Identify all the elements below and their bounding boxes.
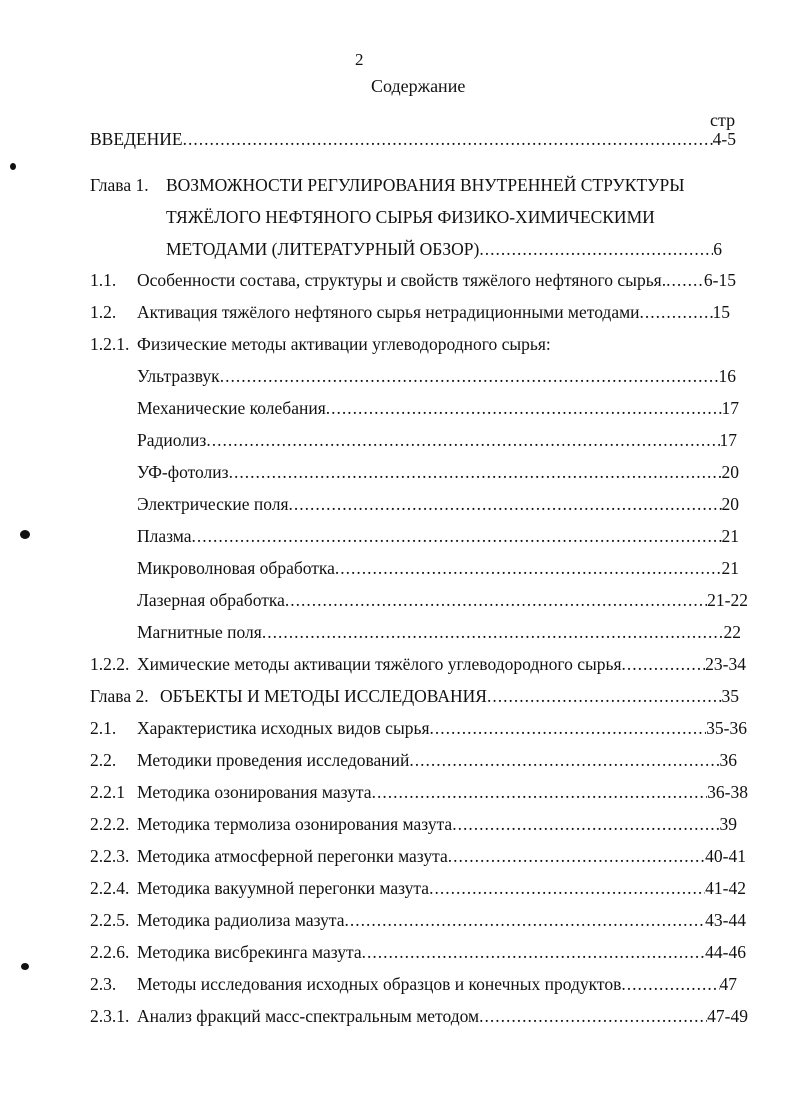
dot-leader: [262, 621, 724, 643]
toc-entry-page: 21-22: [707, 590, 748, 610]
toc-entry-text: Лазерная обработка: [137, 590, 285, 610]
toc-entry-number: 2.3.: [90, 974, 117, 994]
toc-entry-page: 4-5: [712, 129, 736, 149]
dot-leader: [452, 813, 719, 835]
toc-entry: [137, 973, 737, 995]
toc-entry: [137, 525, 739, 547]
toc-entry: [137, 749, 737, 771]
toc-entry-text: Физические методы активации углеводородного сырья:: [137, 334, 551, 354]
toc-entry-text: Методика атмосферной перегонки мазута: [137, 846, 448, 866]
toc-entry-text: УФ-фотолиз: [137, 462, 229, 482]
toc-entry-page: 43-44: [705, 910, 746, 930]
toc-entry-page: 47-49: [707, 1006, 748, 1026]
toc-entry-text: Магнитные поля: [137, 622, 262, 642]
toc-entry-page: 36-38: [707, 782, 748, 802]
toc-entry: [160, 685, 739, 707]
toc-entry-number: 2.2.1: [90, 782, 125, 802]
toc-entry-number: 1.2.: [90, 302, 117, 322]
toc-entry-page: 35-36: [706, 718, 747, 738]
toc-entry: [137, 1005, 748, 1027]
dot-leader: [448, 845, 705, 867]
toc-entry-number: 1.2.2.: [90, 654, 130, 674]
dot-leader: [220, 365, 719, 387]
toc-entry: [137, 493, 739, 515]
toc-entry-page: 16: [718, 366, 736, 386]
toc-entry-page: 23-34: [705, 654, 746, 674]
toc-entry-text: Анализ фракций масс-спектральным методом: [137, 1006, 480, 1026]
toc-entry: [137, 461, 739, 483]
chapter-1-title-line-2: ТЯЖЁЛОГО НЕФТЯНОГО СЫРЬЯ ФИЗИКО-ХИМИЧЕСКИМИ: [166, 207, 655, 227]
toc-entry: [137, 717, 747, 739]
toc-entry: [137, 909, 746, 931]
toc-entry: [137, 813, 737, 835]
dot-leader: [640, 301, 713, 323]
scan-speck: [10, 163, 16, 170]
dot-leader: [326, 397, 722, 419]
toc-entry: [137, 621, 741, 643]
toc-entry-number: 2.2.6.: [90, 942, 130, 962]
toc-entry-text: Методы исследования исходных образцов и конечных продуктов: [137, 974, 622, 994]
chapter-1-number: Глава 1.: [90, 175, 149, 195]
toc-entry-text: ОБЪЕКТЫ И МЕТОДЫ ИССЛЕДОВАНИЯ: [160, 686, 487, 706]
scan-speck: [21, 963, 29, 970]
toc-entry-number: 1.1.: [90, 270, 117, 290]
toc-entry-text: Химические методы активации тяжёлого углеводородного сырья: [137, 654, 622, 674]
toc-entry-text: Ультразвук: [137, 366, 220, 386]
toc-entry-page: 15: [712, 302, 730, 322]
toc-entry: [137, 653, 746, 675]
toc-entry-page: 17: [721, 398, 739, 418]
toc-entry: [137, 557, 739, 579]
dot-leader: [622, 653, 706, 675]
toc-entry: [137, 269, 736, 291]
toc-entry-number: 2.2.3.: [90, 846, 130, 866]
toc-entry-text: Особенности состава, структуры и свойств тяжёлого нефтяного сырья.: [137, 270, 667, 290]
toc-entry-text: Методика висбрекинга мазута: [137, 942, 362, 962]
toc-entry-page: 20: [721, 494, 739, 514]
toc-entry-text: Характеристика исходных видов сырья: [137, 718, 430, 738]
dot-leader: [621, 973, 719, 995]
toc-entry: [137, 301, 730, 323]
toc-entry-page: 6-15: [703, 270, 736, 290]
dot-leader: [285, 589, 707, 611]
toc-entry-text: Микроволновая обработка: [137, 558, 335, 578]
dot-leader: [487, 685, 722, 707]
toc-entry-page: 40-41: [705, 846, 746, 866]
dot-leader: [183, 128, 713, 150]
toc-entry-page: 20: [721, 462, 739, 482]
toc-entry: [137, 429, 737, 451]
toc-entry-number: 1.2.1.: [90, 334, 130, 354]
toc-entry: [137, 845, 746, 867]
toc-entry: [137, 877, 746, 899]
toc-entry-text: Методика термолиза озонирования мазута: [137, 814, 453, 834]
toc-entry-text: Электрические поля: [137, 494, 289, 514]
toc-entry-number: Глава 2.: [90, 686, 149, 706]
toc-entry-number: 2.3.1.: [90, 1006, 130, 1026]
toc-entry-page: 44-46: [705, 942, 746, 962]
toc-entry: [137, 333, 551, 355]
toc-entry-text: Методики проведения исследований: [137, 750, 410, 770]
toc-entry: [137, 941, 746, 963]
toc-entry-page: 36: [719, 750, 737, 770]
toc-entry-page: 6: [713, 239, 722, 259]
toc-entry-page: 21: [721, 558, 739, 578]
dot-leader: [362, 941, 706, 963]
toc-entry-number: 2.2.: [90, 750, 117, 770]
toc-entry-text: Методика вакуумной перегонки мазута: [137, 878, 430, 898]
dot-leader: [479, 1005, 707, 1027]
toc-entry-page: 21: [721, 526, 739, 546]
toc-entry-page: 35: [721, 686, 739, 706]
dot-leader: [430, 717, 707, 739]
dot-leader: [479, 238, 713, 260]
scan-speck: [20, 530, 30, 539]
dot-leader: [229, 461, 722, 483]
dot-leader: [345, 909, 706, 931]
toc-entry: [137, 781, 748, 803]
toc-entry: [137, 365, 736, 387]
dot-leader: [666, 269, 704, 291]
toc-entry-page: 39: [719, 814, 737, 834]
toc-entry-page: 17: [719, 430, 737, 450]
page-column-label: стр: [710, 110, 736, 130]
chapter-1-title-line-1: ВОЗМОЖНОСТИ РЕГУЛИРОВАНИЯ ВНУТРЕННЕЙ СТРУКТУРЫ: [166, 175, 685, 195]
dot-leader: [429, 877, 705, 899]
toc-entry-text: Радиолиз: [137, 430, 207, 450]
toc-entry-page: 47: [719, 974, 737, 994]
dot-leader: [409, 749, 719, 771]
toc-entry-text: МЕТОДАМИ (ЛИТЕРАТУРНЫЙ ОБЗОР): [166, 239, 480, 259]
toc-entry-page: 41-42: [705, 878, 746, 898]
page-number: 2: [355, 50, 364, 69]
toc-entry-intro: [90, 128, 736, 150]
toc-entry-text: Плазма: [137, 526, 192, 546]
dot-leader: [192, 525, 722, 547]
page-title: Содержание: [371, 76, 466, 96]
toc-entry-number: 2.1.: [90, 718, 117, 738]
toc-entry-text: Механические колебания: [137, 398, 326, 418]
toc-entry-number: 2.2.4.: [90, 878, 130, 898]
toc-entry-text: Активация тяжёлого нефтяного сырья нетрадиционными методами: [137, 302, 640, 322]
dot-leader: [372, 781, 708, 803]
dot-leader: [289, 493, 722, 515]
dot-leader: [335, 557, 722, 579]
toc-entry-text: ВВЕДЕНИЕ: [90, 129, 183, 149]
toc-entry-text: Методика озонирования мазута: [137, 782, 372, 802]
dot-leader: [206, 429, 719, 451]
toc-entry-text: Методика радиолиза мазута: [137, 910, 345, 930]
toc-entry-page: 22: [723, 622, 741, 642]
chapter-1-title-line-3: [166, 238, 722, 260]
toc-entry: [137, 589, 748, 611]
toc-entry-number: 2.2.2.: [90, 814, 130, 834]
toc-entry-number: 2.2.5.: [90, 910, 130, 930]
toc-entry: [137, 397, 739, 419]
